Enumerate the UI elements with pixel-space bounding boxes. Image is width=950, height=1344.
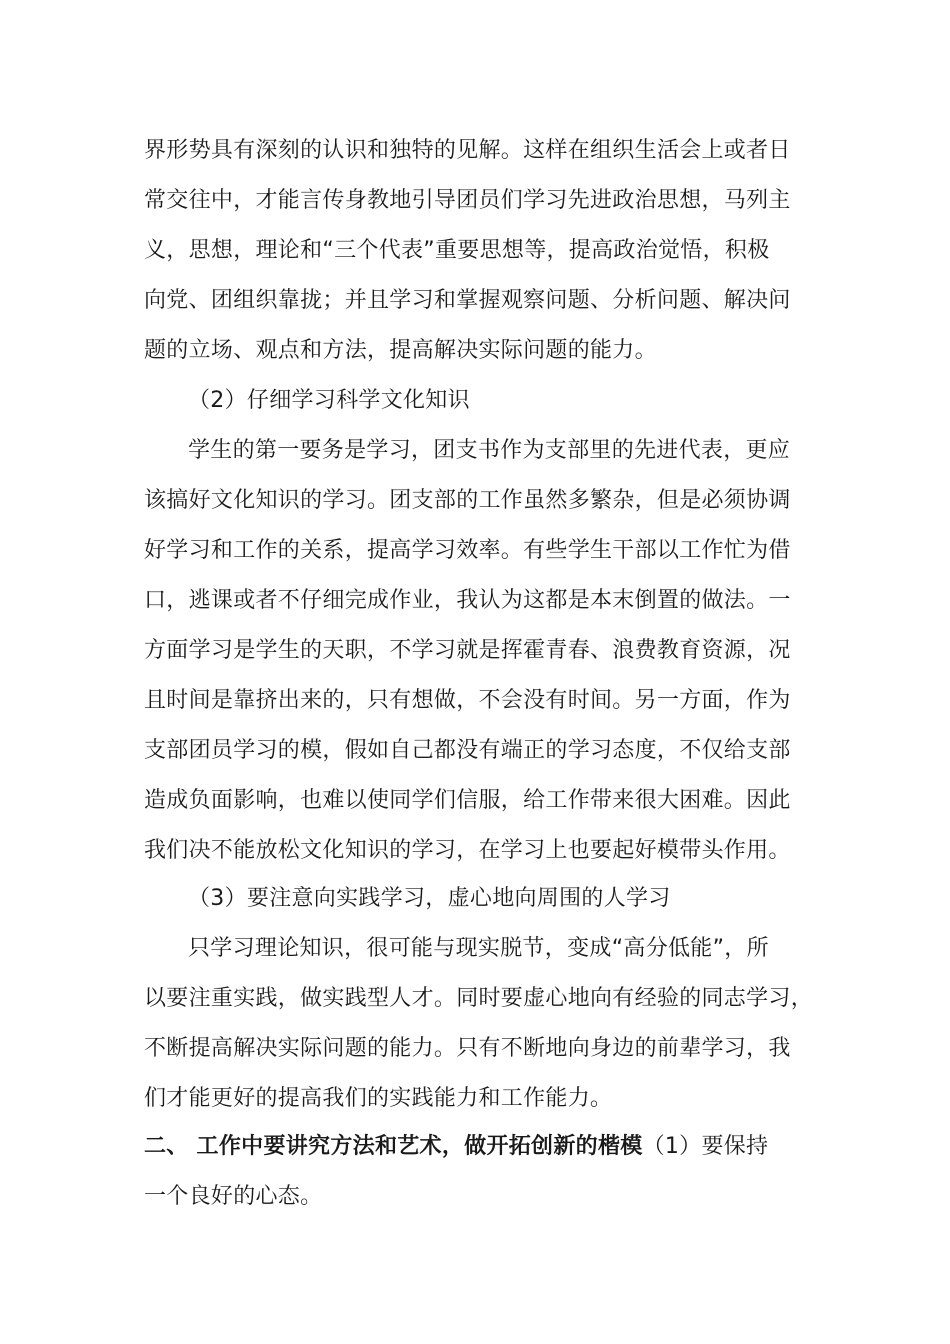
paragraph-line: 学生的第一要务是学习，团支书作为支部里的先进代表，更应 [188, 438, 791, 463]
paragraph-line: 以要注重实践，做实践型人才。同时要虚心地向有经验的同志学习， [144, 986, 814, 1011]
paragraph-line: 我们决不能放松文化知识的学习，在学习上也要起好模带头作用。 [144, 838, 791, 863]
paragraph-line: 常交往中，才能言传身教地引导团员们学习先进政治思想，马列主 [144, 188, 791, 213]
paragraph-line: 题的立场、观点和方法，提高解决实际问题的能力。 [144, 338, 657, 363]
section-heading-line [144, 1132, 816, 1162]
paragraph-line: 不断提高解决实际问题的能力。只有不断地向身边的前辈学习，我 [144, 1036, 791, 1061]
subheading-3: （3）要注意向实践学习，虚心地向周围的人学习 [188, 886, 671, 911]
paragraph-line: 支部团员学习的模，假如自己都没有端正的学习态度，不仅给支部 [144, 738, 791, 763]
section-heading: 二、 工作中要讲究方法和艺术，做开拓创新的楷模 [144, 1134, 643, 1159]
section-heading-tail: （1）要保持 [642, 1134, 769, 1159]
paragraph-line: 向党、团组织靠拢；并且学习和掌握观察问题、分析问题、解决问 [144, 288, 791, 313]
paragraph-line: 只学习理论知识，很可能与现实脱节，变成“高分低能”，所 [188, 936, 769, 961]
paragraph-line: 方面学习是学生的天职，不学习就是挥霍青春、浪费教育资源，况 [144, 638, 791, 663]
paragraph-line: 界形势具有深刻的认识和独特的见解。这样在组织生活会上或者日 [144, 138, 791, 163]
paragraph-line: 造成负面影响，也难以使同学们信服，给工作带来很大困难。因此 [144, 788, 791, 813]
paragraph-line: 口，逃课或者不仔细完成作业，我认为这都是本末倒置的做法。一 [144, 588, 791, 613]
paragraph-line: 该搞好文化知识的学习。团支部的工作虽然多繁杂，但是必须协调 [144, 488, 791, 513]
paragraph-line: 义，思想，理论和“三个代表”重要思想等，提高政治觉悟，积极 [144, 238, 770, 263]
paragraph-line: 们才能更好的提高我们的实践能力和工作能力。 [144, 1086, 613, 1111]
paragraph-line: 一个良好的心态。 [144, 1184, 323, 1209]
paragraph-line: 好学习和工作的关系，提高学习效率。有些学生干部以工作忙为借 [144, 538, 791, 563]
subheading-2: （2）仔细学习科学文化知识 [188, 388, 470, 413]
paragraph-line: 且时间是靠挤出来的，只有想做，不会没有时间。另一方面，作为 [144, 688, 791, 713]
